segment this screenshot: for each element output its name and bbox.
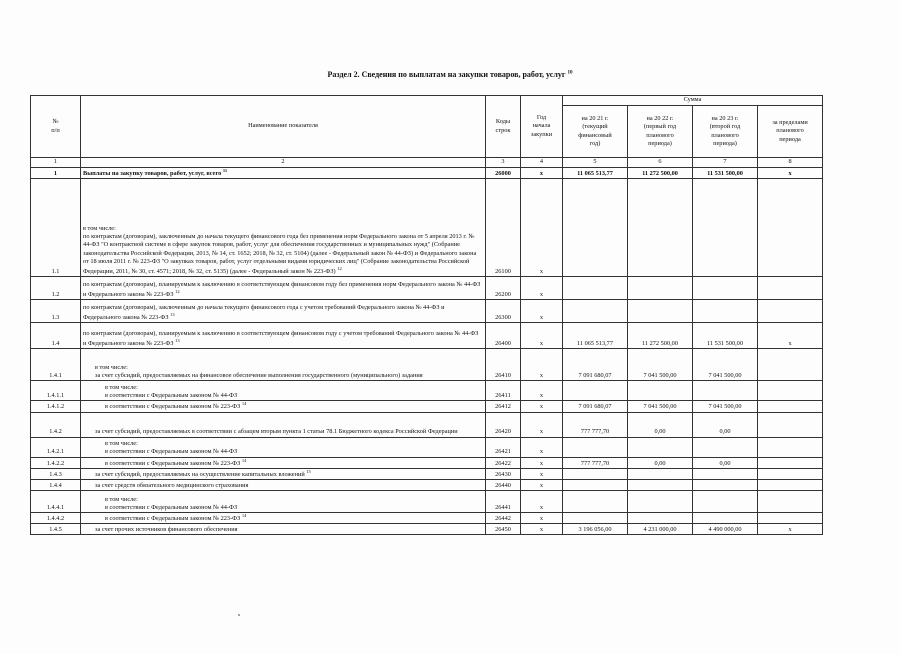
row-name [81, 401, 486, 412]
row-name [81, 300, 486, 323]
row-sum-y1 [563, 491, 628, 513]
row-sum-y1: 7 091 680,07 [563, 349, 628, 381]
row-num: 1.4.4.1 [31, 491, 81, 513]
row-name-text: за счет субсидий, предоставляемых на осуществление капитальных вложений [95, 470, 305, 478]
row-sum-y4 [758, 437, 823, 457]
row-sum-y4 [758, 179, 823, 277]
row-sum-y3 [693, 381, 758, 401]
row-code: 26442 [486, 513, 521, 524]
section-title [0, 70, 900, 79]
row-sum-y3: 11 531 500,00 [693, 323, 758, 349]
row-sum-y2: 0,00 [628, 412, 693, 437]
row-sum-y2 [628, 277, 693, 300]
row-name [81, 412, 486, 437]
row-name [81, 480, 486, 491]
row-sum-y3: 0,00 [693, 457, 758, 468]
row-sum-y1 [563, 480, 628, 491]
row-name [81, 323, 486, 349]
row-sum-y4: x [758, 524, 823, 535]
row-num: 1.4.3 [31, 468, 81, 479]
table-row [31, 513, 823, 524]
table-row [31, 401, 823, 412]
table-row [31, 412, 823, 437]
row-code: 26400 [486, 323, 521, 349]
row-sum-y4 [758, 300, 823, 323]
row-sum-y1 [563, 381, 628, 401]
row-sum-y1 [563, 300, 628, 323]
row-sum-y1 [563, 513, 628, 524]
row-code: 26300 [486, 300, 521, 323]
row-year: x [521, 513, 563, 524]
table-row [31, 437, 823, 457]
row-num: 1.4.1.1 [31, 381, 81, 401]
row-sum-y3 [693, 468, 758, 479]
colnum-1: 1 [31, 158, 81, 168]
row-year: x [521, 412, 563, 437]
table-row [31, 277, 823, 300]
row-code: 26422 [486, 457, 521, 468]
row-name-note: 14 [241, 513, 247, 519]
table-row [31, 179, 823, 277]
row-name-text: по контрактам (договорам), планируемым к заключению в соответствующем финансовом году без применения норм Федерального закона № 44-ФЗ и Федерального закона № 223-ФЗ [83, 280, 481, 299]
row-name [81, 437, 486, 457]
row-name [81, 179, 486, 277]
row-sum-y2 [628, 437, 693, 457]
row-code: 26412 [486, 401, 521, 412]
section-title-text: Раздел 2. Сведения по выплатам на закупки товаров, работ, услуг [327, 70, 566, 79]
row-code: 26430 [486, 468, 521, 479]
row-sum-y2 [628, 179, 693, 277]
row-num: 1.4.1.2 [31, 401, 81, 412]
header-y3: на 20 23 г. (второй год планового периода) [693, 106, 758, 158]
row-sum-y4 [758, 513, 823, 524]
row-sum-y1: 777 777,70 [563, 412, 628, 437]
header-y4: за пределами планового периода [758, 106, 823, 158]
row-name [81, 524, 486, 535]
row-sum-y2 [628, 300, 693, 323]
header-y2: на 20 22 г. (первый год планового периода) [628, 106, 693, 158]
row-sum-y1: 3 196 056,00 [563, 524, 628, 535]
row-num: 1.3 [31, 300, 81, 323]
row-sum-y3: 7 041 500,00 [693, 401, 758, 412]
row-name [81, 468, 486, 479]
row-num: 1.4.1 [31, 349, 81, 381]
row-sum-y4 [758, 457, 823, 468]
header-num: № п/п [31, 96, 81, 158]
row-sum-y3 [693, 480, 758, 491]
row-sum-y3: 11 531 500,00 [693, 168, 758, 179]
row-num: 1 [31, 168, 81, 179]
row-sum-y1 [563, 179, 628, 277]
row-sum-y4 [758, 401, 823, 412]
row-num: 1.4.2.2 [31, 457, 81, 468]
table-row [31, 323, 823, 349]
row-sum-y3: 7 041 500,00 [693, 349, 758, 381]
row-name-text: в том числе: в соответствии с Федеральным законом № 44-ФЗ [105, 495, 238, 511]
header-y1: на 20 21 г. (текущий финансовый год) [563, 106, 628, 158]
row-name-text: в том числе: по контрактам (договорам), заключенным до начала текущего финансового года без применения норм Федерального закона от 5 апреля 2013 г. № 44-ФЗ "О контрактной системе в сфере закупок товаров, работ, услуг для обеспечения государственных и муниципальных нужд" (Собрание законодательства Российской Федерации, 2013, № 14, ст. 1652; 2018, № 32, ст. 5104) (далее - Федеральный закон № 44-ФЗ) и Федерального закона от 18 июля 2011 г. № 223-ФЗ "О закупках товаров, работ, услуг отдельными видами юридических лиц" (Собрание законодательства Российской Федерации, 2011, № 30, ст. 4571; 2018, № 32, ст. 5135) (далее - Федеральный закон № 223-ФЗ) [83, 225, 477, 276]
row-sum-y2 [628, 381, 693, 401]
row-name-text: за счет прочих источников финансового обеспечения [95, 526, 238, 534]
row-name [81, 277, 486, 300]
row-name-text: за счет средств обязательного медицинского страхования [95, 481, 249, 489]
row-sum-y1 [563, 437, 628, 457]
row-num: 1.4.4 [31, 480, 81, 491]
colnum-8: 8 [758, 158, 823, 168]
row-sum-y4 [758, 468, 823, 479]
row-name-text: за счет субсидий, предоставляемых в соответствии с абзацем вторым пункта 1 статьи 78.1 Бюджетного кодекса Российской Федерации [95, 428, 458, 436]
row-name [81, 168, 486, 179]
row-sum-y4: x [758, 323, 823, 349]
row-num: 1.4.4.2 [31, 513, 81, 524]
row-sum-y3 [693, 300, 758, 323]
row-num: 1.4.2 [31, 412, 81, 437]
colnum-6: 6 [628, 158, 693, 168]
row-num: 1.4 [31, 323, 81, 349]
colnum-4: 4 [521, 158, 563, 168]
colnum-2: 2 [81, 158, 486, 168]
row-sum-y4 [758, 412, 823, 437]
table-row [31, 491, 823, 513]
scan-speck [238, 614, 240, 616]
row-sum-y1: 11 065 513,77 [563, 168, 628, 179]
table-row [31, 381, 823, 401]
table-row [31, 480, 823, 491]
row-num: 1.4.5 [31, 524, 81, 535]
row-sum-y2 [628, 491, 693, 513]
row-sum-y2: 11 272 500,00 [628, 323, 693, 349]
header-code: Коды строк [486, 96, 521, 158]
row-sum-y1: 11 065 513,77 [563, 323, 628, 349]
row-sum-y2: 7 041 500,00 [628, 349, 693, 381]
table-row [31, 300, 823, 323]
row-name [81, 457, 486, 468]
table-row [31, 457, 823, 468]
section-title-note: 10 [567, 70, 573, 76]
row-sum-y3: 0,00 [693, 412, 758, 437]
row-sum-y2: 4 231 000,00 [628, 524, 693, 535]
row-year: x [521, 457, 563, 468]
row-name-text: в соответствии с Федеральным законом № 223-ФЗ [105, 403, 241, 411]
row-year: x [521, 323, 563, 349]
row-code: 26420 [486, 412, 521, 437]
colnum-5: 5 [563, 158, 628, 168]
row-year: x [521, 437, 563, 457]
row-year: x [521, 468, 563, 479]
row-name-text: в соответствии с Федеральным законом № 223-ФЗ [105, 515, 241, 523]
row-sum-y3 [693, 491, 758, 513]
table-row [31, 524, 823, 535]
row-name-text: в соответствии с Федеральным законом № 223-ФЗ [105, 459, 241, 467]
row-year: x [521, 168, 563, 179]
row-name-text: в том числе: в соответствии с Федеральным законом № 44-ФЗ [105, 383, 238, 400]
row-code: 26000 [486, 168, 521, 179]
row-name-text: в том числе: за счет субсидий, предоставляемых на финансовое обеспечение выполнения государственного (муниципального) задания [95, 363, 423, 380]
row-year: x [521, 349, 563, 381]
row-name-note: 12 [175, 289, 180, 294]
row-name-text: по контрактам (договорам), планируемым к заключению в соответствующем финансовом году с учетом требований Федерального закона № 44-ФЗ и Федерального закона № 223-ФЗ [83, 329, 479, 348]
table-row [31, 349, 823, 381]
header-row-top [31, 96, 823, 106]
row-code: 26411 [486, 381, 521, 401]
row-sum-y1 [563, 277, 628, 300]
row-num: 1.2 [31, 277, 81, 300]
row-year: x [521, 179, 563, 277]
row-year: x [521, 524, 563, 535]
row-code: 26410 [486, 349, 521, 381]
row-code: 26421 [486, 437, 521, 457]
row-name-text: в том числе: в соответствии с Федеральным законом № 44-ФЗ [105, 440, 238, 456]
row-sum-y2: 11 272 500,00 [628, 168, 693, 179]
row-year: x [521, 491, 563, 513]
row-code: 26450 [486, 524, 521, 535]
row-sum-y3 [693, 437, 758, 457]
row-sum-y3: 4 490 000,00 [693, 524, 758, 535]
column-numbers-row [31, 158, 823, 168]
row-num: 1.4.2.1 [31, 437, 81, 457]
row-sum-y4 [758, 349, 823, 381]
row-sum-y1 [563, 468, 628, 479]
row-name-note: 12 [337, 266, 342, 271]
row-code: 26100 [486, 179, 521, 277]
row-sum-y3 [693, 513, 758, 524]
row-name-note: 15 [306, 468, 311, 474]
row-name [81, 513, 486, 524]
row-sum-y2 [628, 480, 693, 491]
header-name: Наименование показателя [81, 96, 486, 158]
colnum-3: 3 [486, 158, 521, 168]
row-year: x [521, 300, 563, 323]
row-name-note: 14 [241, 401, 247, 407]
table-row [31, 468, 823, 479]
row-sum-y4 [758, 381, 823, 401]
row-sum-y3 [693, 277, 758, 300]
row-name [81, 381, 486, 401]
row-sum-y4 [758, 480, 823, 491]
row-name-text: Выплаты на закупку товаров, работ, услуг, всего [83, 170, 222, 178]
row-year: x [521, 480, 563, 491]
row-name-note: 11 [222, 168, 228, 173]
row-year: x [521, 401, 563, 412]
header-sum: Сумма [563, 96, 823, 106]
row-name-note: 13 [175, 338, 180, 343]
row-code: 26441 [486, 491, 521, 513]
row-name-note: 13 [170, 312, 175, 317]
row-sum-y1: 7 091 680,07 [563, 401, 628, 412]
row-sum-y3 [693, 179, 758, 277]
row-num: 1.1 [31, 179, 81, 277]
row-sum-y2 [628, 513, 693, 524]
row-sum-y4 [758, 491, 823, 513]
row-year: x [521, 277, 563, 300]
colnum-7: 7 [693, 158, 758, 168]
row-sum-y4 [758, 277, 823, 300]
row-sum-y1: 777 777,70 [563, 457, 628, 468]
header-year: Год начала закупки [521, 96, 563, 158]
table-row [31, 168, 823, 179]
row-name-note: 14 [241, 457, 247, 463]
row-name [81, 491, 486, 513]
payments-table [30, 95, 823, 535]
row-code: 26440 [486, 480, 521, 491]
row-name [81, 349, 486, 381]
row-code: 26200 [486, 277, 521, 300]
row-sum-y2: 7 041 500,00 [628, 401, 693, 412]
row-sum-y2: 0,00 [628, 457, 693, 468]
row-name-text: по контрактам (договорам), заключенным до начала текущего финансового года с учетом требований Федерального закона № 44-ФЗ и Федерального закона № 223-ФЗ [83, 303, 445, 322]
row-sum-y2 [628, 468, 693, 479]
row-year: x [521, 381, 563, 401]
row-sum-y4: x [758, 168, 823, 179]
